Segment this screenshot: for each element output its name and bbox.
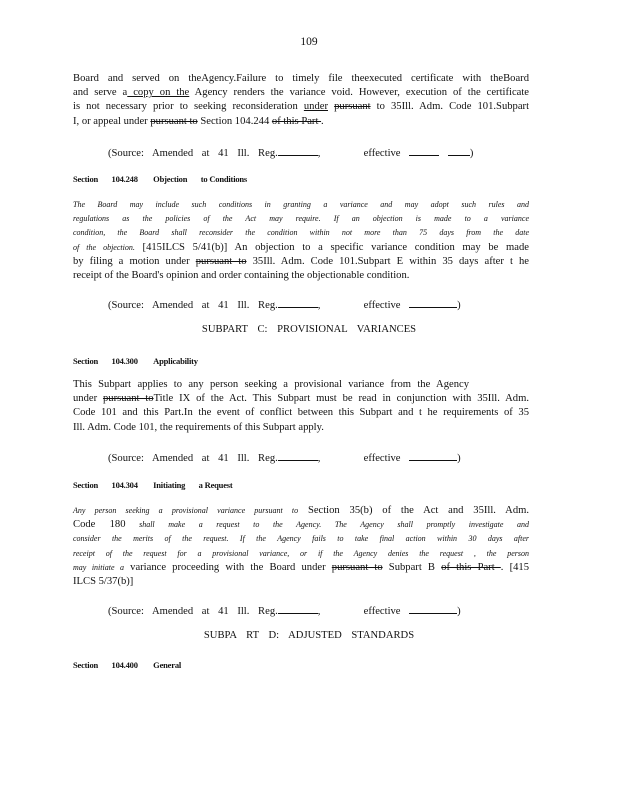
blank-line (278, 297, 318, 308)
text-line: under pursuant toTitle IX of the Act. This Subpart must be read in conjunction with 35Ill. Adm. (73, 393, 529, 405)
text-line: receipt of the Board's opinion and order containing the objectionable condition. (73, 270, 410, 282)
text-line: condition, the Board shall reconsider the condition within not more than 75 days from the date (73, 228, 529, 238)
section-heading-104-300: Section 104.300 Applicability (73, 356, 198, 366)
text-line: and serve a copy on the Agency renders the variance void. However, execution of the certificate (73, 87, 529, 99)
source-note: (Source: Amended at 41 Ill. Reg. , effective ) (108, 450, 461, 464)
text-line: receipt of the request for a provisional variance, or if the Agency denies the request , the person (73, 548, 529, 558)
text-line: The Board may include such conditions in granting a variance and may adopt such rules and (73, 200, 529, 209)
text-line: consider the merits of the request. If the Agency fails to take final action within 30 days after (73, 534, 529, 544)
paragraph-certificate-failure (73, 72, 529, 129)
text-line: may initiate a variance proceeding with the Board under pursuant to Subpart B of this Part . [415 (73, 561, 530, 573)
text-line: Code 101 and this Part.In the event of conflict between this Subpart and t he requirements of 35 (73, 407, 529, 419)
section-heading-104-248: Section 104.248 Objection to Conditions (73, 174, 248, 184)
paragraph-objection (73, 198, 529, 283)
subpart-heading-d: SUBPA RT D: ADJUSTED STANDARDS (203, 630, 415, 641)
blank-line (409, 450, 457, 461)
inserted-text: copy on the (127, 87, 190, 99)
text-line: This Subpart applies to any person seeking a provisional variance from the Agency (73, 379, 469, 390)
text-line: Code 180 shall make a request to the Agency. The Agency shall promptly investigate and (73, 519, 530, 531)
blank-line (448, 145, 470, 156)
deleted-text: pursuant to (331, 561, 383, 573)
section-heading-104-400: Section 104.400 General (73, 660, 182, 670)
text-line: is not necessary prior to seeking reconsideration under pursuant to 35Ill. Adm. Code 101.Subpart (73, 101, 530, 113)
source-note: (Source: Amended at 41 Ill. Reg. , effective ) (108, 297, 461, 311)
blank-line (409, 145, 439, 156)
section-heading-104-304: Section 104.304 Initiating a Request (73, 480, 233, 490)
source-note: (Source: Amended at 41 Ill. Reg. , effective ) (108, 145, 473, 159)
blank-line (409, 297, 457, 308)
text-line: ILCS 5/37(b)] (73, 576, 134, 588)
text-line: I, or appeal under pursuant to Section 104.244 of this Part . (73, 115, 324, 127)
inserted-text: under (303, 101, 328, 113)
blank-line (409, 603, 457, 614)
text-line: regulations as the policies of the Act may require. If an objection is made to a variance (73, 214, 529, 224)
text-line: Any person seeking a provisional variance pursuant to Section 35(b) of the Act and 35Ill. Adm. (73, 505, 530, 516)
source-note: (Source: Amended at 41 Ill. Reg. , effective ) (108, 603, 461, 617)
deleted-text: pursuant to (195, 255, 247, 267)
text-line: of the objection. [415ILCS 5/41(b)] An objection to a specific variance condition may be made (73, 241, 529, 253)
text-line: by filing a motion under pursuant to 35Ill. Adm. Code 101.Subpart E within 35 days after t he (73, 255, 529, 267)
deleted-text: pursuant (334, 101, 371, 113)
blank-line (278, 145, 318, 156)
deleted-text: of this Part (441, 561, 501, 573)
deleted-text: pursuant to (150, 115, 198, 127)
subpart-heading-c: SUBPART C: PROVISIONAL VARIANCES (201, 324, 417, 335)
blank-line (278, 450, 318, 461)
deleted-text: of this Part (271, 115, 322, 127)
text-line: Ill. Adm. Code 101, the requirements of this Subpart apply. (73, 421, 324, 433)
deleted-text: pursuant to (102, 393, 154, 405)
blank-line (278, 603, 318, 614)
paragraph-initiating-request (73, 504, 529, 589)
paragraph-applicability (73, 378, 529, 435)
text-line: Board and served on theAgency.Failure to timely file theexecuted certificate with theBoard (73, 73, 529, 84)
page-number: 109 (300, 36, 318, 48)
